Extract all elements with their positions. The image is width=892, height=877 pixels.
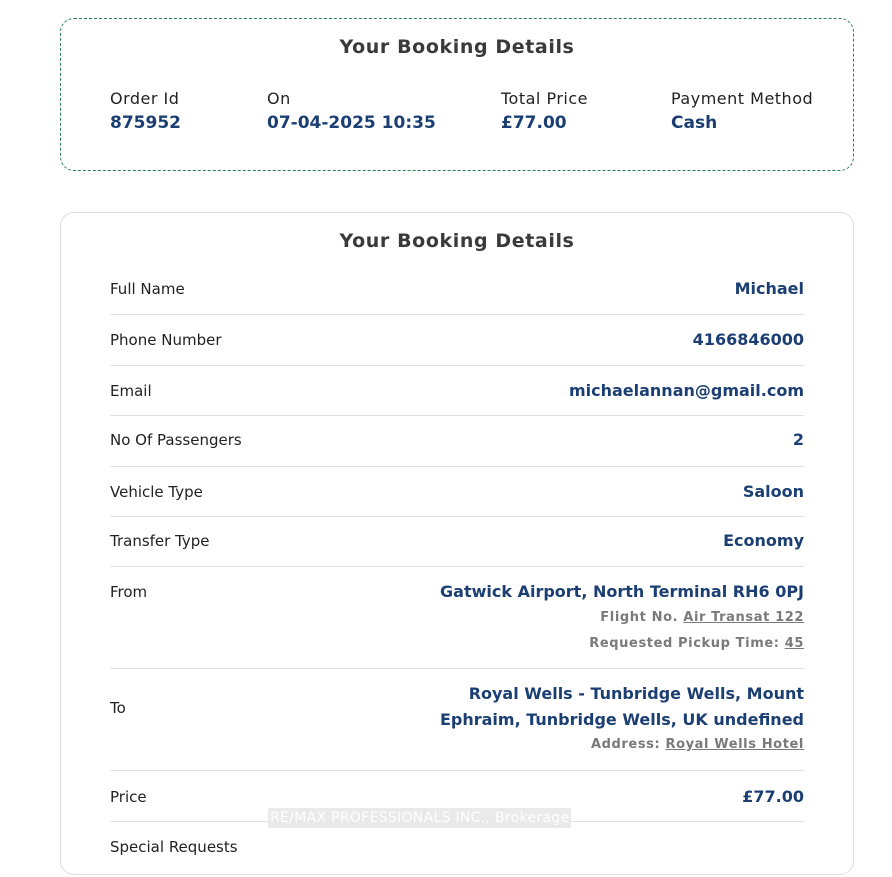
- details-title: Your Booking Details: [339, 230, 575, 252]
- detail-row-special-requests: [110, 822, 804, 872]
- address-label: Address:: [590, 737, 661, 752]
- total-price-value: £77.00: [501, 113, 567, 133]
- vehicle-type-label: Vehicle Type: [110, 483, 203, 501]
- order-id-label: Order Id: [110, 89, 180, 108]
- booking-details-card: [60, 212, 854, 875]
- summary-title: Your Booking Details: [339, 36, 575, 58]
- phone-label: Phone Number: [110, 331, 222, 349]
- order-date-group: [267, 89, 436, 133]
- detail-row-passengers: [110, 416, 804, 467]
- detail-row-phone: [110, 315, 804, 366]
- detail-row-from: [110, 567, 804, 669]
- transfer-type-label: Transfer Type: [110, 532, 210, 550]
- vehicle-type-value: Saloon: [742, 482, 804, 501]
- flight-number-line: [600, 610, 804, 625]
- passengers-label: No Of Passengers: [110, 431, 242, 449]
- detail-row-transfer-type: [110, 517, 804, 567]
- pickup-time-label: Requested Pickup Time:: [589, 636, 780, 651]
- pickup-time-line: [589, 636, 804, 651]
- special-requests-label: Special Requests: [110, 838, 238, 856]
- flight-number-label: Flight No.: [600, 610, 679, 625]
- passengers-value: 2: [792, 430, 804, 449]
- transfer-type-value: Economy: [723, 531, 804, 550]
- price-label: Price: [110, 788, 147, 806]
- from-label: From: [110, 583, 148, 601]
- flight-number-value: Air Transat 122: [683, 610, 804, 625]
- booking-summary-card: [60, 18, 854, 171]
- payment-method-value: Cash: [671, 113, 718, 133]
- payment-method-group: [671, 89, 813, 133]
- price-value: £77.00: [742, 787, 804, 806]
- order-id-group: [110, 89, 181, 133]
- watermark-overlay: RE/MAX PROFESSIONALS INC., Brokerage: [270, 810, 570, 826]
- detail-row-full-name: [110, 264, 804, 315]
- total-price-label: Total Price: [501, 89, 588, 108]
- pickup-time-value: 45: [784, 636, 804, 651]
- email-label: Email: [110, 382, 152, 400]
- email-value: michaelannan@gmail.com: [568, 381, 804, 400]
- from-value: Gatwick Airport, North Terminal RH6 0PJ: [440, 582, 804, 601]
- full-name-label: Full Name: [110, 280, 185, 298]
- to-label: To: [110, 699, 126, 717]
- to-value-line1: Royal Wells - Tunbridge Wells, Mount: [468, 684, 804, 703]
- address-line: [591, 737, 804, 752]
- detail-row-email: [110, 366, 804, 416]
- total-price-group: [501, 89, 588, 133]
- to-value-line2: Ephraim, Tunbridge Wells, UK undefined: [439, 710, 804, 729]
- full-name-value: Michael: [734, 279, 804, 298]
- detail-row-to: [110, 669, 804, 771]
- order-date-value: 07-04-2025 10:35: [267, 113, 436, 133]
- detail-row-vehicle-type: [110, 467, 804, 517]
- order-date-label: On: [267, 89, 291, 108]
- phone-value: 4166846000: [692, 330, 804, 349]
- order-id-value: 875952: [110, 113, 181, 133]
- address-value: Royal Wells Hotel: [665, 737, 804, 752]
- payment-method-label: Payment Method: [671, 89, 814, 108]
